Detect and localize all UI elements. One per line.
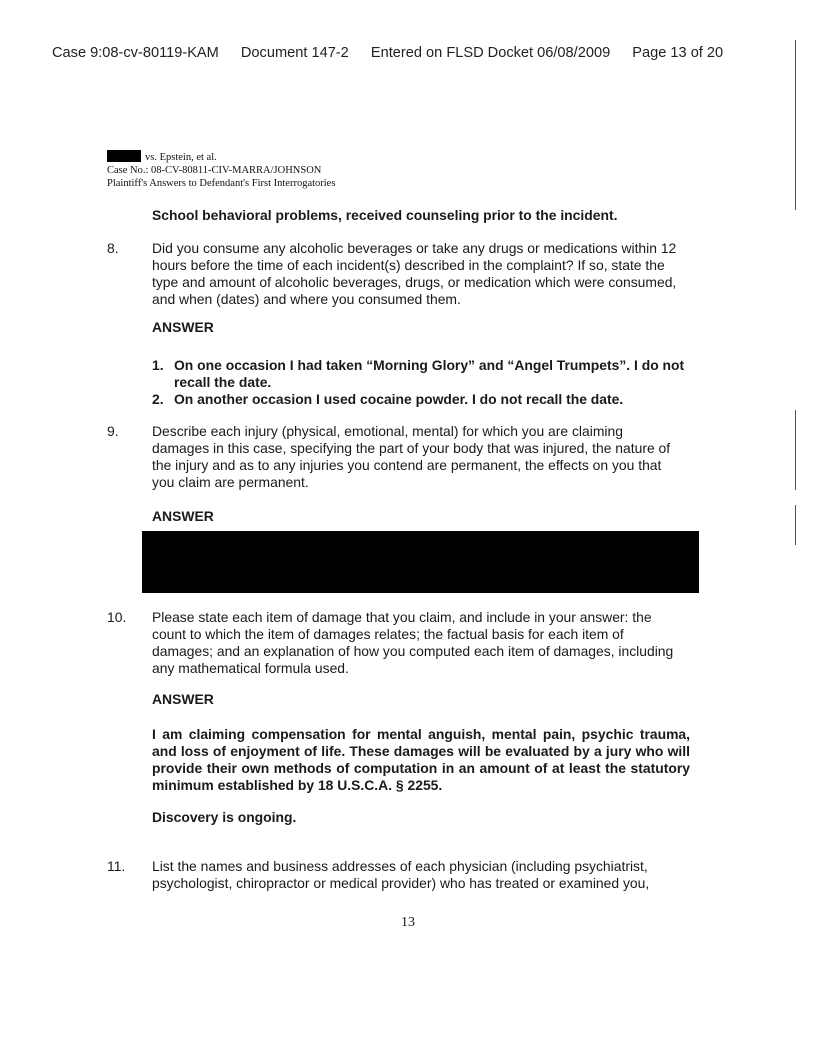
- docket-header: [52, 45, 772, 61]
- interrogatory-question: List the names and business addresses of each physician (including psychiatrist, psychologist, chiropractor or medical provider) who has treated or examined you,: [152, 858, 650, 891]
- answer-note: Discovery is ongoing.: [152, 809, 297, 825]
- interrogatory-question: Did you consume any alcoholic beverages or take any drugs or medications within 12 hours before the time of each incident(s) described in the complaint? If so, state the type and amount of alcoholic beverages, drugs, or medication which were consumed, and when (dates) and where you consumed them.: [152, 240, 677, 307]
- case-number: Case 9:08-cv-80119-KAM: [52, 45, 219, 61]
- answer-heading: ANSWER: [152, 691, 214, 707]
- scan-edge-mark: [795, 410, 796, 490]
- page-of-total: Page 13 of 20: [632, 45, 724, 61]
- answer-heading: ANSWER: [152, 508, 214, 524]
- item-number: 11.: [107, 858, 126, 874]
- answer-list: [152, 357, 697, 408]
- document-number: Document 147-2: [240, 45, 349, 61]
- redaction-block: [142, 531, 699, 593]
- item-number: 8.: [107, 240, 119, 256]
- page-number: 13: [401, 915, 415, 930]
- scan-edge-mark: [795, 505, 796, 545]
- case-caption: [107, 150, 335, 190]
- interrogatory-question: Describe each injury (physical, emotional, mental) for which you are claiming damages in this case, specifying the part of your body that was injured, the nature of the injury and as to any injuries you contend are permanent, the effects on you that you claim are permanent.: [152, 423, 671, 490]
- answer-heading: ANSWER: [152, 319, 214, 335]
- continued-answer: School behavioral problems, received counseling prior to the incident.: [152, 207, 618, 223]
- answer-text: I am claiming compensation for mental anguish, mental pain, psychic trauma, and loss of enjoyment of life. These damages will be evaluated by a jury who will provide their own methods of computation in an amount of at least the statutory minimum established by 18 U.S.C.A. § 2255.: [152, 726, 690, 793]
- caption-doc-title: Plaintiff's Answers to Defendant's First Interrogatories: [107, 178, 336, 189]
- item-number: 9.: [107, 423, 119, 439]
- docket-entry-date: Entered on FLSD Docket 06/08/2009: [370, 45, 611, 61]
- scan-edge-mark: [795, 40, 796, 210]
- interrogatory-question: Please state each item of damage that you claim, and include in your answer: the count to which the item of damages relates; the factual basis for each item of damages; and an explanation of how you computed each item of damages, including any mathematical formula used.: [152, 609, 674, 676]
- list-item: 1. On one occasion I had taken “Morning Glory” and “Angel Trumpets”. I do not recall the date.: [152, 357, 685, 390]
- list-item: 2. On another occasion I used cocaine powder. I do not recall the date.: [152, 391, 624, 407]
- caption-case-no: Case No.: 08-CV-80811-CIV-MARRA/JOHNSON: [107, 165, 322, 176]
- item-number: 10.: [107, 609, 127, 625]
- caption-parties: vs. Epstein, et al.: [107, 150, 335, 164]
- redaction-mark: [107, 150, 141, 162]
